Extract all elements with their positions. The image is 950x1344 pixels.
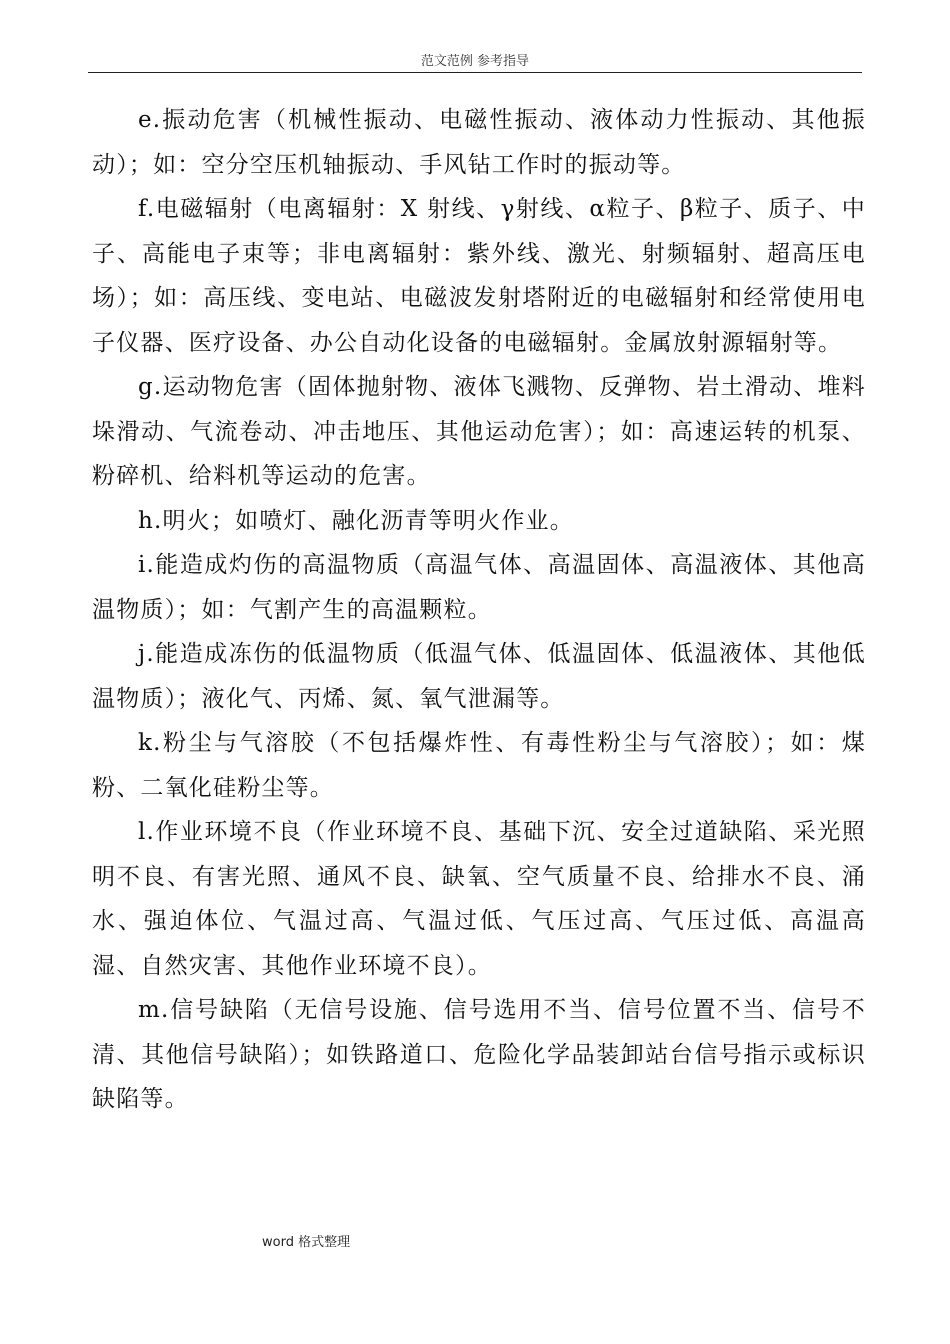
paragraph-dust-aerosol: k.粉尘与气溶胶（不包括爆炸性、有毒性粉尘与气溶胶）；如：煤粉、二氧化硅粉尘等。 <box>92 730 866 801</box>
page-header: 范文范例 参考指导 <box>420 54 530 69</box>
paragraph-low-temperature-substances: j.能造成冻伤的低温物质（低温气体、低温固体、低温液体、其他低温物质）；液化气、丙烯、氮、氧气泄漏等。 <box>92 641 866 712</box>
paragraph-open-flame: h.明火；如喷灯、融化沥青等明火作业。 <box>138 507 574 534</box>
page-footer: word 格式整理 <box>262 1235 351 1250</box>
paragraph-electromagnetic-radiation: f.电磁辐射（电离辐射：X 射线、γ射线、α粒子、β粒子、质子、中子、高能电子束等；非电离辐射：紫外线、激光、射频辐射、超高压电场）；如：高压线、变电站、电磁波发射塔附近的电磁辐射和经常使用电子仪器、医疗设备、办公自动化设备的电磁辐射。金属放射源辐射等。 <box>92 196 866 356</box>
paragraph-vibration-hazard: e.振动危害（机械性振动、电磁性振动、液体动力性振动、其他振动）；如：空分空压机轴振动、手风钻工作时的振动等。 <box>92 107 866 178</box>
paragraph-signal-defects: m.信号缺陷（无信号设施、信号选用不当、信号位置不当、信号不清、其他信号缺陷）；如铁路道口、危险化学品装卸站台信号指示或标识缺陷等。 <box>92 997 866 1112</box>
paragraph-moving-object-hazard: g.运动物危害（固体抛射物、液体飞溅物、反弹物、岩土滑动、堆料垛滑动、气流卷动、冲击地压、其他运动危害）；如：高速运转的机泵、粉碎机、给料机等运动的危害。 <box>92 374 866 489</box>
paragraph-high-temperature-substances: i.能造成灼伤的高温物质（高温气体、高温固体、高温液体、其他高温物质）；如：气割产生的高温颗粒。 <box>92 552 866 623</box>
paragraph-poor-work-environment: l.作业环境不良（作业环境不良、基础下沉、安全过道缺陷、采光照明不良、有害光照、通风不良、缺氧、空气质量不良、给排水不良、涌水、强迫体位、气温过高、气温过低、气压过高、气压过低、高温高湿、自然灾害、其他作业环境不良）。 <box>92 819 866 979</box>
document-body <box>92 98 866 1122</box>
header-divider <box>88 72 862 73</box>
